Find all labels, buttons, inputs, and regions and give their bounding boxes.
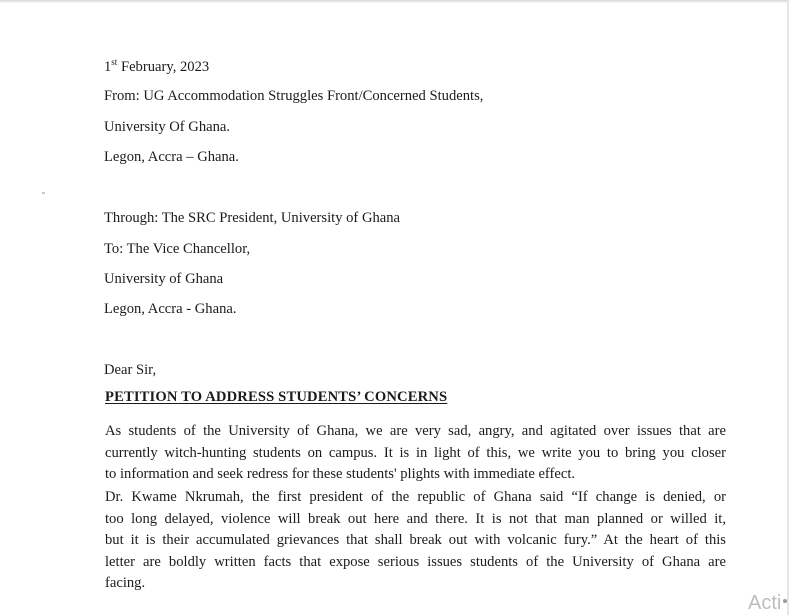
paragraph-line: As students of the University of Ghana, we are very sad, angry, and agitated over issues that are	[105, 423, 726, 439]
paragraph-1	[105, 421, 726, 486]
through-line: Through: The SRC President, University of Ghana	[104, 210, 401, 226]
recipient-line: To: The Vice Chancellor,	[104, 241, 251, 257]
recipient-institution: University of Ghana	[104, 271, 224, 287]
subject-heading: PETITION TO ADDRESS STUDENTS’ CONCERNS	[105, 389, 448, 405]
activation-watermark: Acti	[748, 592, 782, 614]
paragraph-line: currently witch-hunting students on campus. It is in light of this, we write you to bring you closer	[105, 444, 726, 461]
paragraph-line: too long delayed, violence will break out here and there. It is not that man planned or willed it,	[105, 510, 726, 527]
sender-line: From: UG Accommodation Struggles Front/Concerned Students,	[104, 88, 484, 104]
paragraph-line: but it is their accumulated grievances that shall break out with volcanic fury.” At the heart of this	[105, 532, 726, 548]
sender-location: Legon, Accra – Ghana.	[104, 149, 239, 165]
paragraph-line: to information and seek redress for these students' plights with immediate effect.	[105, 466, 576, 482]
salutation: Dear Sir,	[104, 362, 157, 378]
page-top-edge	[0, 0, 789, 4]
paragraph-line: facing.	[105, 575, 146, 591]
date-ordinal-suffix: st	[111, 57, 118, 68]
paragraph-2	[105, 487, 726, 595]
scan-speck	[42, 192, 45, 194]
paragraph-line: letter are boldly written facts that expose serious issues students of the University of Ghana are	[105, 553, 726, 570]
paragraph-line: Dr. Kwame Nkrumah, the first president of the republic of Ghana said “If change is denied, or	[105, 489, 726, 505]
recipient-location: Legon, Accra - Ghana.	[104, 301, 237, 317]
sender-institution: University Of Ghana.	[104, 119, 231, 135]
watermark-dot-icon	[783, 599, 787, 603]
letter-date: 1st February, 2023	[104, 57, 210, 75]
